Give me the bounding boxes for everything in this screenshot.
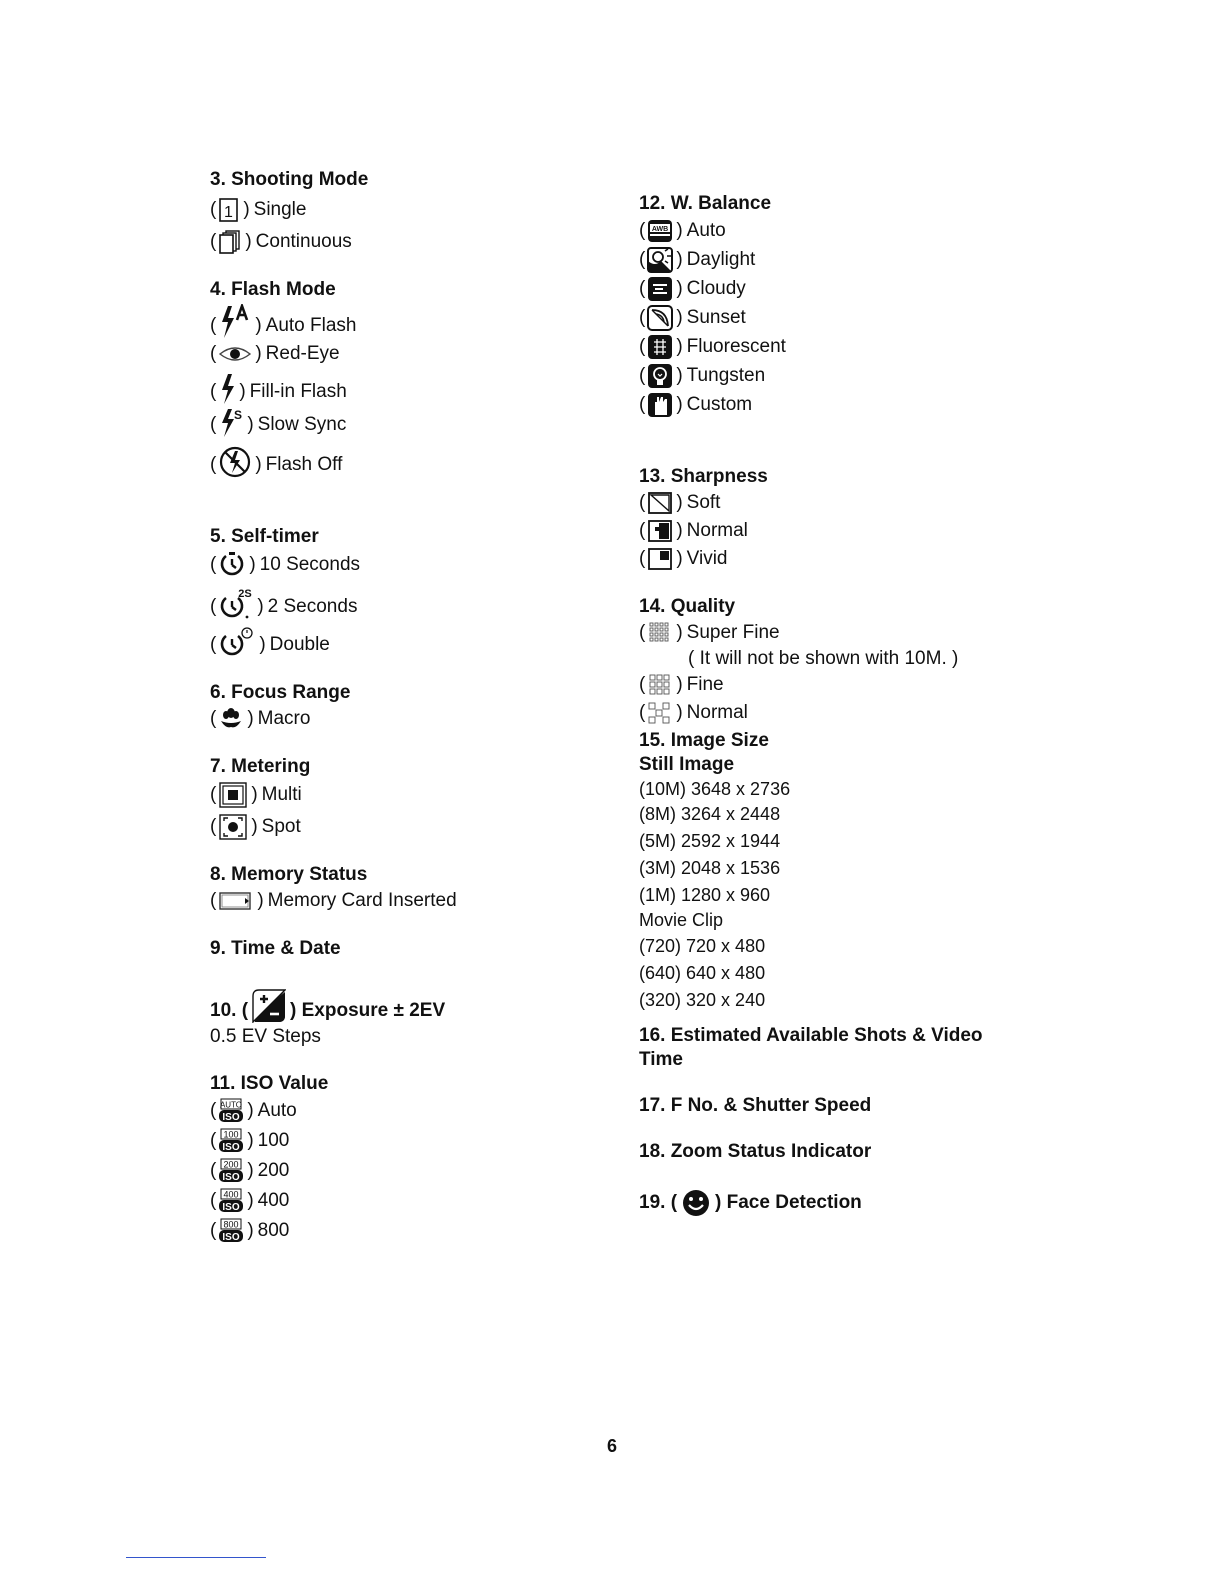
- section-exposure: [210, 983, 610, 1050]
- list-item: (640) 640 x 480: [639, 963, 766, 983]
- svg-text:200: 200: [223, 1159, 239, 1170]
- svg-text:1: 1: [224, 204, 234, 221]
- section-white-balance: [639, 192, 1079, 419]
- sharpness-normal-icon: [647, 519, 673, 543]
- list-item: ( S ) Slow Sync: [210, 406, 610, 439]
- section-title: 15. Image Size: [639, 730, 769, 751]
- section-title: 12. W. Balance: [639, 193, 772, 214]
- section-estimated-shots: [639, 1024, 1079, 1072]
- section-fno-shutter: [639, 1094, 1079, 1118]
- list-item: ( ) Macro: [210, 708, 311, 729]
- section-title: 3. Shooting Mode: [210, 169, 369, 190]
- section-title: 6. Focus Range: [210, 682, 351, 703]
- svg-text:ISO: ISO: [222, 1202, 240, 1213]
- iso-200-icon: [218, 1158, 244, 1184]
- still-image-title: Still Image: [639, 754, 735, 775]
- right-column: [639, 192, 1079, 1220]
- section-title: 7. Metering: [210, 756, 311, 777]
- wb-sunset-icon: [647, 305, 673, 331]
- fill-in-flash-icon: [218, 372, 236, 406]
- section-title: 10. ( ) Exposure ± 2EV: [210, 983, 610, 1023]
- list-item: (5M) 2592 x 1944: [639, 831, 781, 851]
- list-item: ( ) Memory Card Inserted: [210, 890, 457, 911]
- section-title: 18. Zoom Status Indicator: [639, 1141, 872, 1162]
- svg-text:AUTO: AUTO: [220, 1100, 243, 1110]
- list-item: ( 400 ISO ) 400: [210, 1189, 290, 1213]
- section-title: 13. Sharpness: [639, 466, 768, 487]
- svg-text:800: 800: [223, 1219, 239, 1230]
- section-title: 17. F No. & Shutter Speed: [639, 1095, 872, 1116]
- quality-super-fine-icon: [647, 621, 673, 645]
- list-item: ( ) Flash Off: [210, 439, 610, 479]
- auto-flash-icon: [218, 304, 252, 340]
- svg-text:400: 400: [223, 1189, 239, 1200]
- footer-rule: [126, 1557, 266, 1558]
- multi-metering-icon: [218, 781, 248, 809]
- svg-text:2S: 2S: [238, 588, 253, 600]
- list-item: ( ) Multi: [210, 779, 610, 811]
- list-item: (3M) 2048 x 1536: [639, 858, 781, 878]
- section-title: 19. ( ) Face Detection: [639, 1186, 1079, 1220]
- single-shot-icon: [218, 197, 240, 223]
- list-item: (320) 320 x 240: [639, 990, 766, 1010]
- list-item: (1M) 1280 x 960: [639, 885, 771, 905]
- list-item: ( ) 10 Seconds: [210, 549, 610, 581]
- list-item: ( ) Custom: [639, 390, 1079, 419]
- wb-auto-icon: [647, 219, 673, 243]
- svg-text:ISO: ISO: [222, 1142, 240, 1153]
- list-item: ( ) Fine: [639, 674, 724, 695]
- section-focus-range: [210, 681, 610, 733]
- list-item: ( ) Daylight: [639, 245, 1079, 274]
- wb-daylight-icon: [647, 247, 673, 273]
- list-item: ( ) Spot: [210, 811, 610, 843]
- iso-400-icon: [218, 1188, 244, 1214]
- svg-text:AWB: AWB: [652, 225, 669, 233]
- list-item: ( ) Cloudy: [639, 274, 1079, 303]
- list-item: (720) 720 x 480: [639, 936, 766, 956]
- section-zoom-status: [639, 1140, 1079, 1164]
- face-detection-icon: [681, 1188, 711, 1218]
- section-face-detection: [639, 1186, 1079, 1220]
- svg-text:100: 100: [223, 1129, 239, 1140]
- section-flash-mode: [210, 278, 610, 479]
- wb-fluorescent-icon: [647, 334, 673, 360]
- list-item: ( ) Sunset: [639, 303, 1079, 332]
- svg-text:ISO: ISO: [222, 1112, 240, 1123]
- section-sharpness: [639, 465, 1079, 573]
- quality-note: ( It will not be shown with 10M. ): [688, 648, 959, 669]
- timer-2s-icon: [218, 587, 254, 621]
- section-iso-value: [210, 1072, 610, 1246]
- iso-auto-icon: [218, 1098, 244, 1124]
- list-item: ( ) Red-Eye: [210, 343, 340, 364]
- memory-card-icon: [218, 890, 254, 912]
- list-item: ( ) Normal: [639, 520, 748, 541]
- section-shooting-mode: [210, 168, 610, 256]
- quality-fine-icon: [647, 673, 673, 697]
- list-item: ( 100 ISO ) 100: [210, 1129, 290, 1153]
- section-title-continued: Time: [639, 1049, 684, 1070]
- list-item: ( ) Double: [210, 621, 610, 659]
- section-time-date: [210, 937, 610, 961]
- list-item: ( ) Super Fine: [639, 622, 780, 643]
- section-title: 4. Flash Mode: [210, 279, 336, 300]
- flash-off-icon: [218, 445, 252, 479]
- section-title: 11. ISO Value: [210, 1073, 329, 1094]
- left-column: [210, 168, 610, 1246]
- list-item: ( 200 ISO ) 200: [210, 1159, 290, 1183]
- section-title: 16. Estimated Available Shots & Video: [639, 1025, 983, 1046]
- sharpness-soft-icon: [647, 491, 673, 515]
- list-item: ( ) Soft: [639, 492, 721, 513]
- section-self-timer: [210, 525, 610, 659]
- list-item: (10M) 3648 x 2736: [639, 779, 791, 799]
- slow-sync-icon: [218, 407, 244, 439]
- macro-flower-icon: [218, 707, 244, 731]
- svg-text:ISO: ISO: [222, 1172, 240, 1183]
- exposure-compensation-icon: [252, 989, 286, 1023]
- section-title: 14. Quality: [639, 596, 736, 617]
- section-title: 9. Time & Date: [210, 938, 341, 959]
- svg-text:ISO: ISO: [222, 1232, 240, 1243]
- movie-clip-title: Movie Clip: [639, 910, 724, 930]
- iso-100-icon: [218, 1128, 244, 1154]
- list-item: ( ) Continuous: [210, 228, 610, 256]
- list-item: ( 800 ISO ) 800: [210, 1219, 290, 1243]
- iso-800-icon: [218, 1218, 244, 1244]
- timer-10s-icon: [218, 551, 246, 579]
- list-item: ( ) Fluorescent: [639, 332, 1079, 361]
- wb-cloudy-icon: [647, 276, 673, 302]
- section-title: 5. Self-timer: [210, 526, 319, 547]
- wb-custom-icon: [647, 392, 673, 418]
- list-item: ( AUTO ISO ) Auto: [210, 1100, 297, 1123]
- page-number: 6: [606, 1436, 617, 1456]
- list-item: ( AWB ) Auto: [639, 219, 726, 241]
- section-image-size: [639, 729, 1079, 1014]
- list-item: ( ) Tungsten: [639, 361, 1079, 390]
- list-item: ( ) Vivid: [639, 548, 728, 569]
- list-item: ( 2S ) 2 Seconds: [210, 581, 610, 621]
- continuous-shot-icon: [218, 229, 242, 255]
- section-quality: [639, 595, 1079, 727]
- list-item: ( 1 ) Single: [210, 199, 307, 221]
- sharpness-vivid-icon: [647, 547, 673, 571]
- list-item: ( ) Normal: [639, 702, 748, 723]
- wb-tungsten-icon: [647, 363, 673, 389]
- section-memory-status: [210, 863, 610, 915]
- list-item: ( ) Fill-in Flash: [210, 368, 610, 406]
- list-item: ( ) Auto Flash: [210, 302, 610, 340]
- red-eye-icon: [218, 344, 252, 364]
- exposure-steps: 0.5 EV Steps: [210, 1026, 321, 1047]
- section-metering: [210, 755, 610, 843]
- spot-metering-icon: [218, 813, 248, 841]
- quality-normal-icon: [647, 701, 673, 725]
- list-item: (8M) 3264 x 2448: [639, 804, 781, 824]
- timer-double-icon: [218, 625, 256, 659]
- section-title: 8. Memory Status: [210, 864, 368, 885]
- svg-text:S: S: [234, 408, 243, 422]
